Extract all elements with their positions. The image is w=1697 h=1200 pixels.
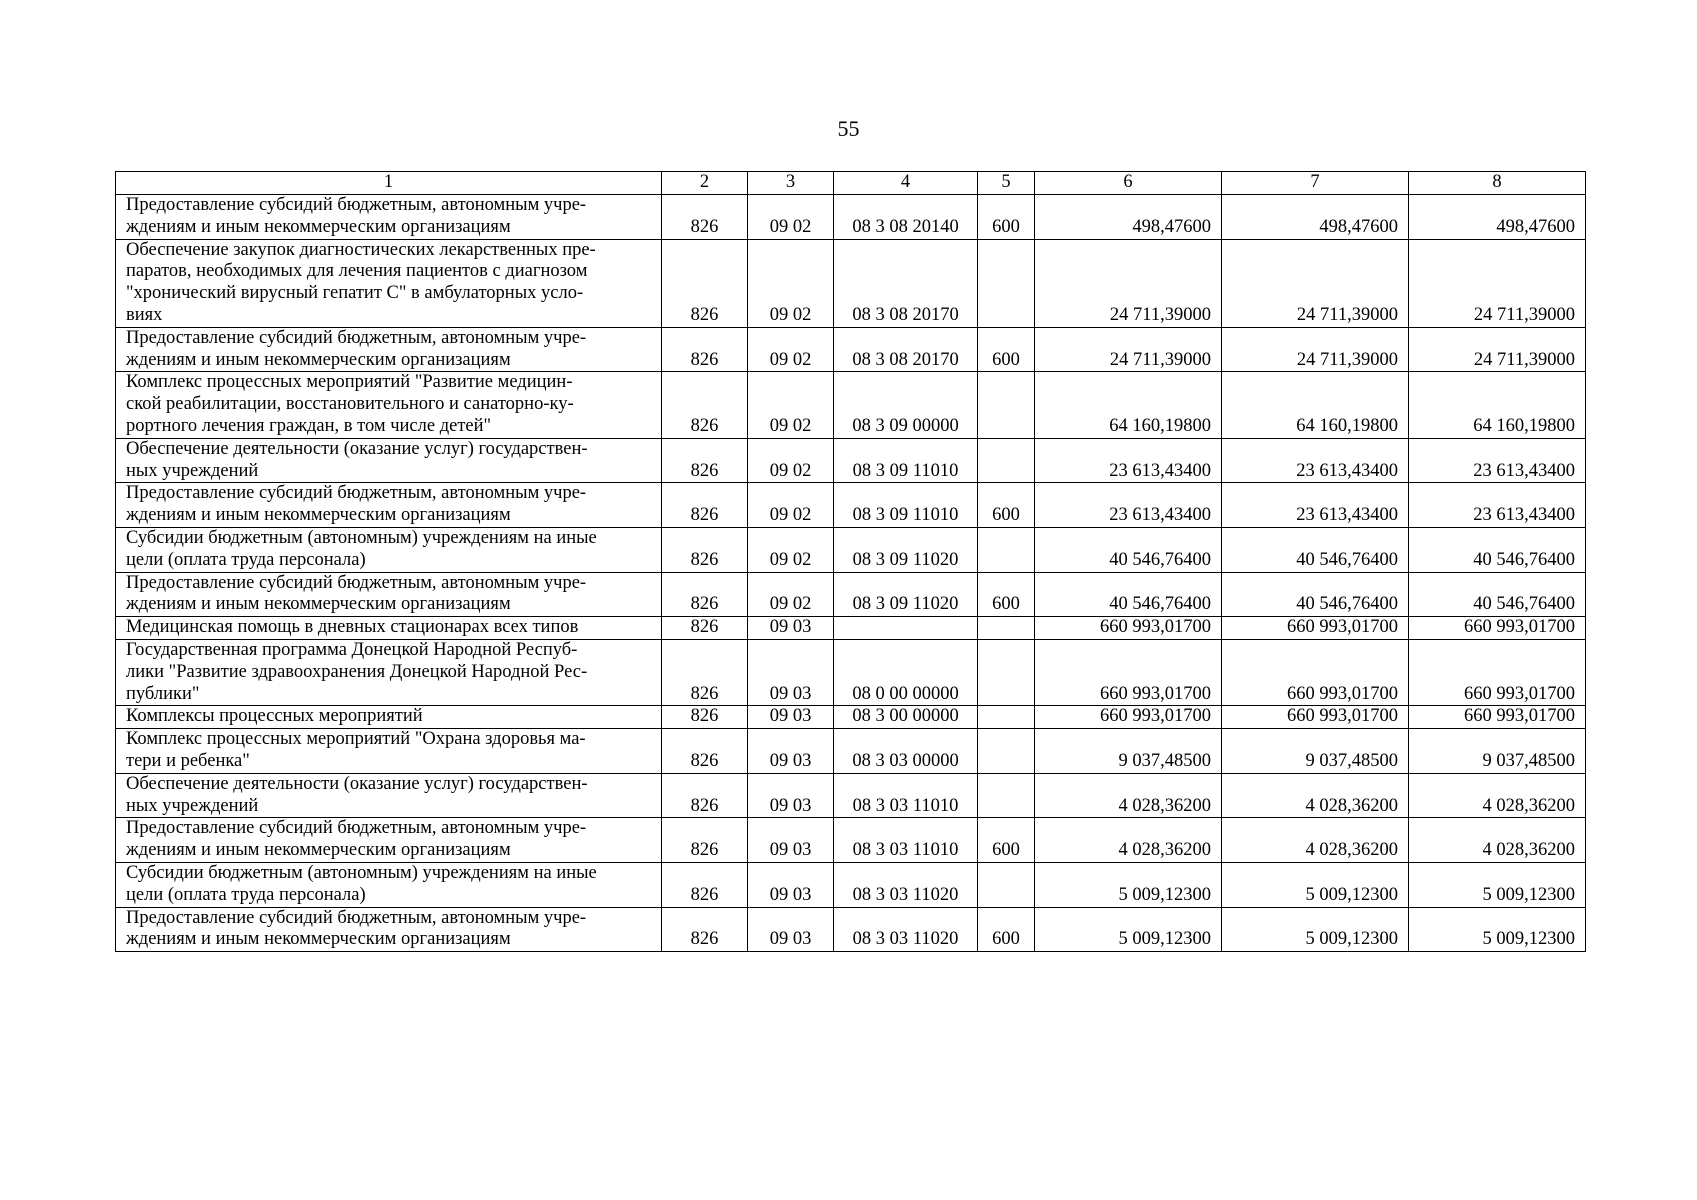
cell-section: 09 03 xyxy=(748,617,834,640)
table-row xyxy=(116,438,1586,483)
row-description xyxy=(116,818,662,863)
cell-amount-col6: 64 160,19800 xyxy=(1035,372,1222,438)
cell-amount-col8: 660 993,01700 xyxy=(1409,617,1586,640)
description-line: паратов, необходимых для лечения пациентов с диагнозом xyxy=(126,261,588,282)
description-line: ных учреждений xyxy=(126,460,259,481)
table-row xyxy=(116,527,1586,572)
description-line: публики" xyxy=(126,683,200,704)
table-row xyxy=(116,483,1586,528)
description-line: Обеспечение закупок диагностических лекарственных пре- xyxy=(126,239,596,260)
cell-section: 09 02 xyxy=(748,572,834,617)
cell-department: 826 xyxy=(662,239,748,327)
cell-amount-col7: 23 613,43400 xyxy=(1222,438,1409,483)
cell-amount-col8: 24 711,39000 xyxy=(1409,239,1586,327)
cell-amount-col6: 660 993,01700 xyxy=(1035,639,1222,705)
cell-department: 826 xyxy=(662,862,748,907)
cell-department: 826 xyxy=(662,773,748,818)
cell-amount-col7: 9 037,48500 xyxy=(1222,729,1409,774)
description-line: ждениям и иным некоммерческим организациям xyxy=(126,505,511,526)
column-header: 3 xyxy=(748,172,834,195)
column-header: 7 xyxy=(1222,172,1409,195)
cell-section: 09 03 xyxy=(748,818,834,863)
table-row xyxy=(116,572,1586,617)
cell-amount-col7: 5 009,12300 xyxy=(1222,907,1409,952)
description-line: тери и ребенка" xyxy=(126,750,250,771)
cell-amount-col8: 40 546,76400 xyxy=(1409,572,1586,617)
description-line: Предоставление субсидий бюджетным, автономным учре- xyxy=(126,907,587,928)
table-row xyxy=(116,862,1586,907)
row-description xyxy=(116,617,662,640)
cell-section: 09 03 xyxy=(748,773,834,818)
cell-expense-type xyxy=(978,239,1035,327)
cell-target-article: 08 3 09 11020 xyxy=(834,572,978,617)
table-row xyxy=(116,639,1586,705)
cell-amount-col6: 4 028,36200 xyxy=(1035,818,1222,863)
table-row xyxy=(116,372,1586,438)
description-line: виях xyxy=(126,304,163,325)
cell-target-article: 08 3 00 00000 xyxy=(834,706,978,729)
cell-amount-col8: 5 009,12300 xyxy=(1409,862,1586,907)
page-number: 55 xyxy=(837,116,860,141)
cell-amount-col7: 660 993,01700 xyxy=(1222,617,1409,640)
cell-expense-type: 600 xyxy=(978,327,1035,372)
row-description xyxy=(116,639,662,705)
cell-expense-type xyxy=(978,617,1035,640)
cell-amount-col8: 4 028,36200 xyxy=(1409,773,1586,818)
cell-section: 09 02 xyxy=(748,483,834,528)
table-row xyxy=(116,195,1586,240)
cell-amount-col6: 23 613,43400 xyxy=(1035,483,1222,528)
row-description xyxy=(116,327,662,372)
cell-expense-type: 600 xyxy=(978,907,1035,952)
description-line: ждениям и иным некоммерческим организациям xyxy=(126,349,511,370)
cell-amount-col8: 660 993,01700 xyxy=(1409,639,1586,705)
cell-expense-type: 600 xyxy=(978,572,1035,617)
column-header: 1 xyxy=(116,172,662,195)
cell-section: 09 02 xyxy=(748,527,834,572)
cell-section: 09 02 xyxy=(748,239,834,327)
cell-amount-col7: 40 546,76400 xyxy=(1222,527,1409,572)
cell-section: 09 03 xyxy=(748,862,834,907)
cell-expense-type xyxy=(978,438,1035,483)
cell-section: 09 02 xyxy=(748,438,834,483)
cell-amount-col8: 5 009,12300 xyxy=(1409,907,1586,952)
column-header: 2 xyxy=(662,172,748,195)
cell-department: 826 xyxy=(662,729,748,774)
table-row xyxy=(116,729,1586,774)
cell-amount-col8: 660 993,01700 xyxy=(1409,706,1586,729)
cell-expense-type xyxy=(978,639,1035,705)
cell-section: 09 02 xyxy=(748,327,834,372)
description-line: ных учреждений xyxy=(126,795,259,816)
description-line: цели (оплата труда персонала) xyxy=(126,549,366,570)
cell-amount-col6: 5 009,12300 xyxy=(1035,862,1222,907)
cell-target-article: 08 3 09 11020 xyxy=(834,527,978,572)
description-line: Обеспечение деятельности (оказание услуг) государствен- xyxy=(126,773,588,794)
cell-section: 09 02 xyxy=(748,195,834,240)
row-description xyxy=(116,907,662,952)
cell-department: 826 xyxy=(662,572,748,617)
cell-target-article: 08 3 09 11010 xyxy=(834,483,978,528)
cell-amount-col6: 40 546,76400 xyxy=(1035,572,1222,617)
cell-department: 826 xyxy=(662,706,748,729)
row-description xyxy=(116,572,662,617)
description-line: ждениям и иным некоммерческим организациям xyxy=(126,216,511,237)
cell-amount-col7: 40 546,76400 xyxy=(1222,572,1409,617)
description-line: цели (оплата труда персонала) xyxy=(126,884,366,905)
description-line: лики "Развитие здравоохранения Донецкой Народной Рес- xyxy=(126,661,588,682)
row-description xyxy=(116,438,662,483)
table-row xyxy=(116,617,1586,640)
cell-expense-type xyxy=(978,527,1035,572)
cell-expense-type xyxy=(978,862,1035,907)
cell-section: 09 03 xyxy=(748,706,834,729)
cell-amount-col7: 4 028,36200 xyxy=(1222,773,1409,818)
cell-target-article: 08 3 03 11020 xyxy=(834,862,978,907)
cell-department: 826 xyxy=(662,438,748,483)
cell-amount-col7: 24 711,39000 xyxy=(1222,327,1409,372)
cell-expense-type: 600 xyxy=(978,818,1035,863)
row-description xyxy=(116,239,662,327)
row-description xyxy=(116,773,662,818)
cell-section: 09 03 xyxy=(748,639,834,705)
cell-amount-col7: 23 613,43400 xyxy=(1222,483,1409,528)
cell-amount-col8: 4 028,36200 xyxy=(1409,818,1586,863)
cell-expense-type xyxy=(978,773,1035,818)
cell-expense-type: 600 xyxy=(978,483,1035,528)
table-row xyxy=(116,327,1586,372)
cell-department: 826 xyxy=(662,527,748,572)
table-row xyxy=(116,773,1586,818)
cell-amount-col6: 660 993,01700 xyxy=(1035,617,1222,640)
description-line: ской реабилитации, восстановительного и санаторно-ку- xyxy=(126,394,574,415)
description-line: Предоставление субсидий бюджетным, автономным учре- xyxy=(126,195,587,215)
cell-amount-col7: 660 993,01700 xyxy=(1222,639,1409,705)
cell-amount-col8: 9 037,48500 xyxy=(1409,729,1586,774)
cell-department: 826 xyxy=(662,483,748,528)
cell-section: 09 03 xyxy=(748,907,834,952)
cell-amount-col6: 660 993,01700 xyxy=(1035,706,1222,729)
budget-table xyxy=(115,171,1586,952)
description-line: Обеспечение деятельности (оказание услуг) государствен- xyxy=(126,438,588,459)
cell-amount-col7: 4 028,36200 xyxy=(1222,818,1409,863)
cell-expense-type xyxy=(978,372,1035,438)
cell-target-article: 08 3 08 20170 xyxy=(834,239,978,327)
cell-expense-type: 600 xyxy=(978,195,1035,240)
cell-amount-col6: 24 711,39000 xyxy=(1035,239,1222,327)
description-line: ждениям и иным некоммерческим организациям xyxy=(126,594,511,615)
cell-target-article: 08 3 03 00000 xyxy=(834,729,978,774)
description-line: Субсидии бюджетным (автономным) учреждениям на иные xyxy=(126,862,597,883)
row-description xyxy=(116,195,662,240)
cell-amount-col7: 64 160,19800 xyxy=(1222,372,1409,438)
description-line: Медицинская помощь в дневных стационарах всех типов xyxy=(126,617,579,638)
cell-amount-col7: 498,47600 xyxy=(1222,195,1409,240)
row-description xyxy=(116,372,662,438)
cell-target-article: 08 3 03 11010 xyxy=(834,818,978,863)
table-row xyxy=(116,239,1586,327)
row-description xyxy=(116,729,662,774)
table-row xyxy=(116,818,1586,863)
table-body xyxy=(116,195,1586,952)
header-row xyxy=(116,172,1586,195)
description-line: Предоставление субсидий бюджетным, автономным учре- xyxy=(126,327,587,348)
cell-target-article: 08 3 03 11020 xyxy=(834,907,978,952)
cell-department: 826 xyxy=(662,907,748,952)
cell-section: 09 02 xyxy=(748,372,834,438)
cell-amount-col8: 40 546,76400 xyxy=(1409,527,1586,572)
cell-expense-type xyxy=(978,706,1035,729)
cell-amount-col6: 4 028,36200 xyxy=(1035,773,1222,818)
cell-target-article: 08 0 00 00000 xyxy=(834,639,978,705)
description-line: Предоставление субсидий бюджетным, автономным учре- xyxy=(126,818,587,839)
cell-amount-col8: 498,47600 xyxy=(1409,195,1586,240)
table-row xyxy=(116,706,1586,729)
description-line: ждениям и иным некоммерческим организациям xyxy=(126,840,511,861)
cell-amount-col8: 64 160,19800 xyxy=(1409,372,1586,438)
description-line: Комплекс процессных мероприятий "Развитие медицин- xyxy=(126,372,573,393)
cell-department: 826 xyxy=(662,327,748,372)
column-header: 5 xyxy=(978,172,1035,195)
cell-amount-col7: 660 993,01700 xyxy=(1222,706,1409,729)
cell-target-article: 08 3 03 11010 xyxy=(834,773,978,818)
row-description xyxy=(116,483,662,528)
row-description xyxy=(116,527,662,572)
cell-amount-col7: 24 711,39000 xyxy=(1222,239,1409,327)
cell-department: 826 xyxy=(662,639,748,705)
description-line: Предоставление субсидий бюджетным, автономным учре- xyxy=(126,572,587,593)
cell-amount-col7: 5 009,12300 xyxy=(1222,862,1409,907)
description-line: Субсидии бюджетным (автономным) учреждениям на иные xyxy=(126,527,597,548)
cell-amount-col8: 23 613,43400 xyxy=(1409,483,1586,528)
cell-amount-col8: 23 613,43400 xyxy=(1409,438,1586,483)
row-description xyxy=(116,706,662,729)
cell-expense-type xyxy=(978,729,1035,774)
description-line: ждениям и иным некоммерческим организациям xyxy=(126,929,511,950)
cell-target-article xyxy=(834,617,978,640)
description-line: Предоставление субсидий бюджетным, автономным учре- xyxy=(126,483,587,504)
description-line: "хронический вирусный гепатит С" в амбулаторных усло- xyxy=(126,283,584,304)
cell-department: 826 xyxy=(662,818,748,863)
cell-amount-col6: 40 546,76400 xyxy=(1035,527,1222,572)
cell-amount-col6: 498,47600 xyxy=(1035,195,1222,240)
table-row xyxy=(116,907,1586,952)
cell-section: 09 03 xyxy=(748,729,834,774)
cell-target-article: 08 3 08 20170 xyxy=(834,327,978,372)
row-description xyxy=(116,862,662,907)
description-line: Комплексы процессных мероприятий xyxy=(126,706,423,727)
description-line: Государственная программа Донецкой Народной Респуб- xyxy=(126,639,578,660)
description-line: рортного лечения граждан, в том числе детей" xyxy=(126,415,492,436)
cell-amount-col6: 9 037,48500 xyxy=(1035,729,1222,774)
cell-amount-col6: 24 711,39000 xyxy=(1035,327,1222,372)
cell-target-article: 08 3 09 00000 xyxy=(834,372,978,438)
cell-amount-col6: 5 009,12300 xyxy=(1035,907,1222,952)
cell-department: 826 xyxy=(662,195,748,240)
cell-target-article: 08 3 09 11010 xyxy=(834,438,978,483)
cell-amount-col8: 24 711,39000 xyxy=(1409,327,1586,372)
cell-department: 826 xyxy=(662,372,748,438)
description-line: Комплекс процессных мероприятий "Охрана здоровья ма- xyxy=(126,729,586,750)
column-header: 4 xyxy=(834,172,978,195)
cell-amount-col6: 23 613,43400 xyxy=(1035,438,1222,483)
cell-target-article: 08 3 08 20140 xyxy=(834,195,978,240)
column-header: 6 xyxy=(1035,172,1222,195)
cell-department: 826 xyxy=(662,617,748,640)
column-header: 8 xyxy=(1409,172,1586,195)
